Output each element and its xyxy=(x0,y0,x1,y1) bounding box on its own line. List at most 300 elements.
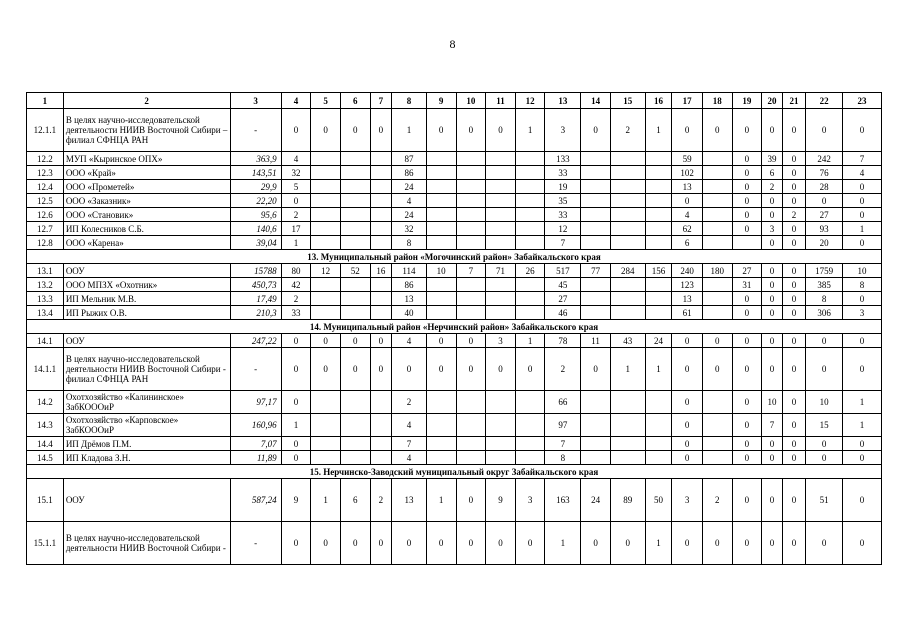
value-cell xyxy=(426,166,456,180)
value-cell: 0 xyxy=(843,334,882,348)
value-cell: 0 xyxy=(782,348,806,391)
value-cell xyxy=(311,437,341,451)
value-cell xyxy=(645,391,672,414)
value-cell xyxy=(581,414,611,437)
value-cell xyxy=(610,236,645,250)
value-cell: 39 xyxy=(762,152,782,166)
value-cell: 0 xyxy=(782,236,806,250)
value-cell: 0 xyxy=(340,522,370,565)
value-cell xyxy=(581,292,611,306)
value-cell xyxy=(456,278,486,292)
value-cell: 89 xyxy=(610,479,645,522)
row-number-cell: 12.6 xyxy=(27,208,64,222)
value-cell: 0 xyxy=(672,194,703,208)
table-row xyxy=(27,437,882,451)
user-name-cell: ООО «Заказник» xyxy=(63,194,230,208)
column-header: 13 xyxy=(545,93,581,109)
value-cell: 32 xyxy=(392,222,427,236)
table-body xyxy=(27,109,882,565)
value-cell: 76 xyxy=(806,166,843,180)
value-cell: 16 xyxy=(370,264,391,278)
value-cell xyxy=(456,152,486,166)
value-cell: 3 xyxy=(762,222,782,236)
value-cell xyxy=(702,451,732,465)
value-cell xyxy=(702,180,732,194)
value-cell xyxy=(702,152,732,166)
value-cell xyxy=(610,414,645,437)
value-cell: 0 xyxy=(281,391,311,414)
value-cell xyxy=(515,208,545,222)
value-cell: 1 xyxy=(311,479,341,522)
row-number-cell: 13.1 xyxy=(27,264,64,278)
area-cell: 11,89 xyxy=(230,451,281,465)
table-row xyxy=(27,522,882,565)
value-cell: 24 xyxy=(581,479,611,522)
value-cell: 13 xyxy=(392,292,427,306)
value-cell: 0 xyxy=(340,109,370,152)
value-cell: 0 xyxy=(392,348,427,391)
value-cell: 0 xyxy=(732,437,762,451)
value-cell xyxy=(311,236,341,250)
value-cell: 6 xyxy=(762,166,782,180)
value-cell: 31 xyxy=(732,278,762,292)
table-row xyxy=(27,391,882,414)
user-name-cell: В целях научно-исследовательской деятельности НИИВ Восточной Сибири – филиал СФНЦА РАН xyxy=(63,109,230,152)
value-cell xyxy=(581,208,611,222)
value-cell: 40 xyxy=(392,306,427,320)
table-row xyxy=(27,348,882,391)
value-cell xyxy=(340,180,370,194)
value-cell: 77 xyxy=(581,264,611,278)
value-cell: 0 xyxy=(370,334,391,348)
value-cell xyxy=(610,180,645,194)
value-cell xyxy=(340,414,370,437)
value-cell: 517 xyxy=(545,264,581,278)
value-cell: 0 xyxy=(782,414,806,437)
value-cell xyxy=(610,437,645,451)
value-cell xyxy=(370,278,391,292)
hunting-quota-table xyxy=(26,92,882,565)
value-cell xyxy=(456,208,486,222)
value-cell: 242 xyxy=(806,152,843,166)
value-cell: 86 xyxy=(392,278,427,292)
value-cell: 0 xyxy=(762,334,782,348)
value-cell xyxy=(645,236,672,250)
table-row xyxy=(27,208,882,222)
value-cell: 8 xyxy=(806,292,843,306)
value-cell: 1 xyxy=(281,236,311,250)
value-cell: 15 xyxy=(806,414,843,437)
value-cell: 0 xyxy=(672,348,703,391)
value-cell: 1 xyxy=(610,348,645,391)
row-number-cell: 12.5 xyxy=(27,194,64,208)
table-row xyxy=(27,264,882,278)
value-cell: 0 xyxy=(806,451,843,465)
value-cell: 2 xyxy=(782,208,806,222)
value-cell xyxy=(311,414,341,437)
value-cell xyxy=(311,391,341,414)
value-cell xyxy=(581,222,611,236)
value-cell: 13 xyxy=(672,292,703,306)
value-cell: 0 xyxy=(311,522,341,565)
value-cell: 0 xyxy=(782,278,806,292)
value-cell xyxy=(610,306,645,320)
section-header-row xyxy=(27,250,882,264)
value-cell: 45 xyxy=(545,278,581,292)
user-name-cell: МУП «Кыринское ОПХ» xyxy=(63,152,230,166)
value-cell: 0 xyxy=(782,334,806,348)
area-cell: 7,07 xyxy=(230,437,281,451)
value-cell: 86 xyxy=(392,166,427,180)
column-header: 21 xyxy=(782,93,806,109)
value-cell: 0 xyxy=(426,109,456,152)
value-cell: 0 xyxy=(732,451,762,465)
value-cell: 1 xyxy=(426,479,456,522)
value-cell: 0 xyxy=(732,222,762,236)
value-cell: 0 xyxy=(782,109,806,152)
value-cell: 33 xyxy=(545,208,581,222)
value-cell: 3 xyxy=(486,334,516,348)
value-cell xyxy=(340,222,370,236)
row-number-cell: 14.5 xyxy=(27,451,64,465)
value-cell: 4 xyxy=(392,451,427,465)
table-row xyxy=(27,152,882,166)
page-number: 8 xyxy=(449,37,456,51)
value-cell xyxy=(311,292,341,306)
value-cell xyxy=(486,222,516,236)
value-cell: 306 xyxy=(806,306,843,320)
value-cell xyxy=(486,437,516,451)
value-cell xyxy=(311,278,341,292)
value-cell: 87 xyxy=(392,152,427,166)
area-cell: 450,73 xyxy=(230,278,281,292)
value-cell xyxy=(645,152,672,166)
table-row xyxy=(27,222,882,236)
value-cell: 0 xyxy=(486,522,516,565)
value-cell: 5 xyxy=(281,180,311,194)
value-cell xyxy=(426,180,456,194)
table-row xyxy=(27,479,882,522)
value-cell: 0 xyxy=(426,348,456,391)
value-cell xyxy=(702,414,732,437)
value-cell: 1 xyxy=(515,109,545,152)
value-cell xyxy=(515,391,545,414)
row-number-cell: 12.4 xyxy=(27,180,64,194)
value-cell xyxy=(340,208,370,222)
value-cell: 0 xyxy=(311,334,341,348)
value-cell: 0 xyxy=(732,334,762,348)
area-cell: 363,9 xyxy=(230,152,281,166)
value-cell: 1 xyxy=(843,391,882,414)
section-title: 14. Муниципальный район «Нерчинский район» Забайкальского края xyxy=(27,320,882,334)
value-cell xyxy=(340,236,370,250)
row-number-cell: 13.2 xyxy=(27,278,64,292)
value-cell: 7 xyxy=(545,236,581,250)
value-cell: 0 xyxy=(610,522,645,565)
value-cell: 4 xyxy=(843,166,882,180)
table-row xyxy=(27,292,882,306)
value-cell xyxy=(515,166,545,180)
value-cell xyxy=(340,437,370,451)
column-header: 12 xyxy=(515,93,545,109)
value-cell xyxy=(581,278,611,292)
value-cell xyxy=(311,166,341,180)
value-cell xyxy=(370,451,391,465)
table-row xyxy=(27,180,882,194)
value-cell: 52 xyxy=(340,264,370,278)
value-cell xyxy=(702,236,732,250)
value-cell: 80 xyxy=(281,264,311,278)
value-cell xyxy=(456,292,486,306)
value-cell xyxy=(370,414,391,437)
value-cell xyxy=(581,152,611,166)
value-cell xyxy=(340,451,370,465)
row-number-cell: 15.1.1 xyxy=(27,522,64,565)
value-cell: 0 xyxy=(281,194,311,208)
value-cell: 4 xyxy=(392,334,427,348)
value-cell: 0 xyxy=(782,437,806,451)
value-cell: 24 xyxy=(392,208,427,222)
column-header: 19 xyxy=(732,93,762,109)
value-cell: 0 xyxy=(843,522,882,565)
user-name-cell: ООУ xyxy=(63,479,230,522)
value-cell xyxy=(645,208,672,222)
table-header xyxy=(27,93,882,109)
value-cell xyxy=(426,451,456,465)
column-header: 8 xyxy=(392,93,427,109)
area-cell: 587,24 xyxy=(230,479,281,522)
value-cell: 0 xyxy=(732,166,762,180)
user-name-cell: ИП Колесников С.Б. xyxy=(63,222,230,236)
value-cell: 0 xyxy=(340,334,370,348)
value-cell xyxy=(456,222,486,236)
value-cell: 0 xyxy=(456,334,486,348)
value-cell: 0 xyxy=(281,109,311,152)
value-cell: 0 xyxy=(762,278,782,292)
value-cell: 0 xyxy=(281,522,311,565)
value-cell xyxy=(311,194,341,208)
column-header: 6 xyxy=(340,93,370,109)
value-cell: 0 xyxy=(672,414,703,437)
value-cell xyxy=(486,391,516,414)
value-cell xyxy=(610,222,645,236)
value-cell: 1 xyxy=(392,109,427,152)
value-cell: 0 xyxy=(340,348,370,391)
value-cell: 0 xyxy=(672,437,703,451)
value-cell xyxy=(610,208,645,222)
value-cell xyxy=(610,152,645,166)
user-name-cell: ИП Рыжих О.В. xyxy=(63,306,230,320)
area-cell: - xyxy=(230,109,281,152)
user-name-cell: ООО «Карена» xyxy=(63,236,230,250)
value-cell: 6 xyxy=(340,479,370,522)
value-cell: 0 xyxy=(782,451,806,465)
value-cell xyxy=(702,306,732,320)
value-cell xyxy=(486,278,516,292)
value-cell xyxy=(340,194,370,208)
value-cell xyxy=(645,292,672,306)
value-cell: 0 xyxy=(806,437,843,451)
value-cell xyxy=(426,414,456,437)
value-cell: 0 xyxy=(762,451,782,465)
value-cell: 10 xyxy=(762,391,782,414)
value-cell: 0 xyxy=(732,414,762,437)
area-cell: 39,04 xyxy=(230,236,281,250)
value-cell: 1 xyxy=(545,522,581,565)
value-cell: 0 xyxy=(762,109,782,152)
value-cell: 0 xyxy=(486,348,516,391)
value-cell: 0 xyxy=(581,522,611,565)
value-cell: 4 xyxy=(672,208,703,222)
value-cell: 0 xyxy=(762,348,782,391)
value-cell: 0 xyxy=(426,522,456,565)
value-cell: 0 xyxy=(581,348,611,391)
value-cell: 26 xyxy=(515,264,545,278)
value-cell: 1 xyxy=(645,348,672,391)
value-cell xyxy=(486,306,516,320)
value-cell: 10 xyxy=(426,264,456,278)
value-cell xyxy=(456,437,486,451)
value-cell: 0 xyxy=(702,522,732,565)
value-cell: 12 xyxy=(311,264,341,278)
table-row xyxy=(27,194,882,208)
value-cell: 7 xyxy=(456,264,486,278)
value-cell: 2 xyxy=(392,391,427,414)
value-cell: 11 xyxy=(581,334,611,348)
header-row xyxy=(27,93,882,109)
value-cell: 7 xyxy=(843,152,882,166)
section-title: 15. Нерчинско-Заводский муниципальный округ Забайкальского края xyxy=(27,465,882,479)
value-cell xyxy=(370,180,391,194)
value-cell xyxy=(702,278,732,292)
value-cell xyxy=(581,236,611,250)
row-number-cell: 14.1.1 xyxy=(27,348,64,391)
section-header-row xyxy=(27,320,882,334)
value-cell: 0 xyxy=(515,348,545,391)
value-cell xyxy=(486,451,516,465)
value-cell: 9 xyxy=(281,479,311,522)
value-cell: 0 xyxy=(732,194,762,208)
value-cell xyxy=(645,180,672,194)
value-cell xyxy=(610,391,645,414)
value-cell: 33 xyxy=(281,306,311,320)
value-cell: 0 xyxy=(762,306,782,320)
value-cell xyxy=(610,166,645,180)
value-cell xyxy=(311,180,341,194)
value-cell: 24 xyxy=(645,334,672,348)
value-cell xyxy=(370,391,391,414)
area-cell: 15788 xyxy=(230,264,281,278)
value-cell xyxy=(340,306,370,320)
column-header: 15 xyxy=(610,93,645,109)
value-cell xyxy=(426,152,456,166)
value-cell: 7 xyxy=(762,414,782,437)
value-cell: 13 xyxy=(672,180,703,194)
section-title: 13. Муниципальный район «Могочинский район» Забайкальского края xyxy=(27,250,882,264)
value-cell: 0 xyxy=(515,522,545,565)
value-cell: 0 xyxy=(806,194,843,208)
value-cell xyxy=(581,306,611,320)
user-name-cell: ООУ xyxy=(63,264,230,278)
value-cell xyxy=(581,437,611,451)
user-name-cell: ИП Дрёмов П.М. xyxy=(63,437,230,451)
value-cell: 1 xyxy=(515,334,545,348)
value-cell xyxy=(486,208,516,222)
value-cell: 9 xyxy=(486,479,516,522)
value-cell xyxy=(456,166,486,180)
value-cell: 12 xyxy=(545,222,581,236)
column-header: 16 xyxy=(645,93,672,109)
value-cell xyxy=(340,152,370,166)
value-cell xyxy=(581,391,611,414)
row-number-cell: 12.8 xyxy=(27,236,64,250)
value-cell: 0 xyxy=(392,522,427,565)
value-cell xyxy=(426,278,456,292)
value-cell: 0 xyxy=(782,306,806,320)
value-cell: 2 xyxy=(370,479,391,522)
value-cell: 0 xyxy=(732,152,762,166)
value-cell: 7 xyxy=(545,437,581,451)
value-cell xyxy=(610,194,645,208)
value-cell xyxy=(645,166,672,180)
value-cell: 8 xyxy=(545,451,581,465)
value-cell: 0 xyxy=(806,348,843,391)
value-cell xyxy=(311,451,341,465)
row-number-cell: 13.3 xyxy=(27,292,64,306)
value-cell: 0 xyxy=(762,264,782,278)
value-cell: 0 xyxy=(672,522,703,565)
value-cell xyxy=(426,391,456,414)
row-number-cell: 13.4 xyxy=(27,306,64,320)
value-cell xyxy=(370,292,391,306)
column-header: 3 xyxy=(230,93,281,109)
value-cell: 0 xyxy=(806,334,843,348)
value-cell xyxy=(486,166,516,180)
value-cell: 4 xyxy=(281,152,311,166)
value-cell: 66 xyxy=(545,391,581,414)
value-cell: 2 xyxy=(281,208,311,222)
table-container xyxy=(26,92,882,640)
value-cell: 2 xyxy=(702,479,732,522)
column-header: 9 xyxy=(426,93,456,109)
value-cell xyxy=(370,222,391,236)
value-cell: 0 xyxy=(732,479,762,522)
value-cell: 0 xyxy=(456,522,486,565)
value-cell xyxy=(311,152,341,166)
value-cell: 2 xyxy=(762,180,782,194)
value-cell: 50 xyxy=(645,479,672,522)
user-name-cell: ООО «Край» xyxy=(63,166,230,180)
value-cell xyxy=(581,180,611,194)
table-row xyxy=(27,306,882,320)
value-cell xyxy=(486,152,516,166)
value-cell: 0 xyxy=(370,522,391,565)
column-header: 1 xyxy=(27,93,64,109)
value-cell xyxy=(370,208,391,222)
value-cell xyxy=(370,236,391,250)
value-cell: 0 xyxy=(672,109,703,152)
value-cell xyxy=(732,236,762,250)
value-cell: 0 xyxy=(806,109,843,152)
value-cell: 17 xyxy=(281,222,311,236)
value-cell xyxy=(486,292,516,306)
section-header-row xyxy=(27,465,882,479)
value-cell: 42 xyxy=(281,278,311,292)
value-cell: 180 xyxy=(702,264,732,278)
table-row xyxy=(27,236,882,250)
value-cell: 0 xyxy=(702,334,732,348)
user-name-cell: ООО «Прометей» xyxy=(63,180,230,194)
